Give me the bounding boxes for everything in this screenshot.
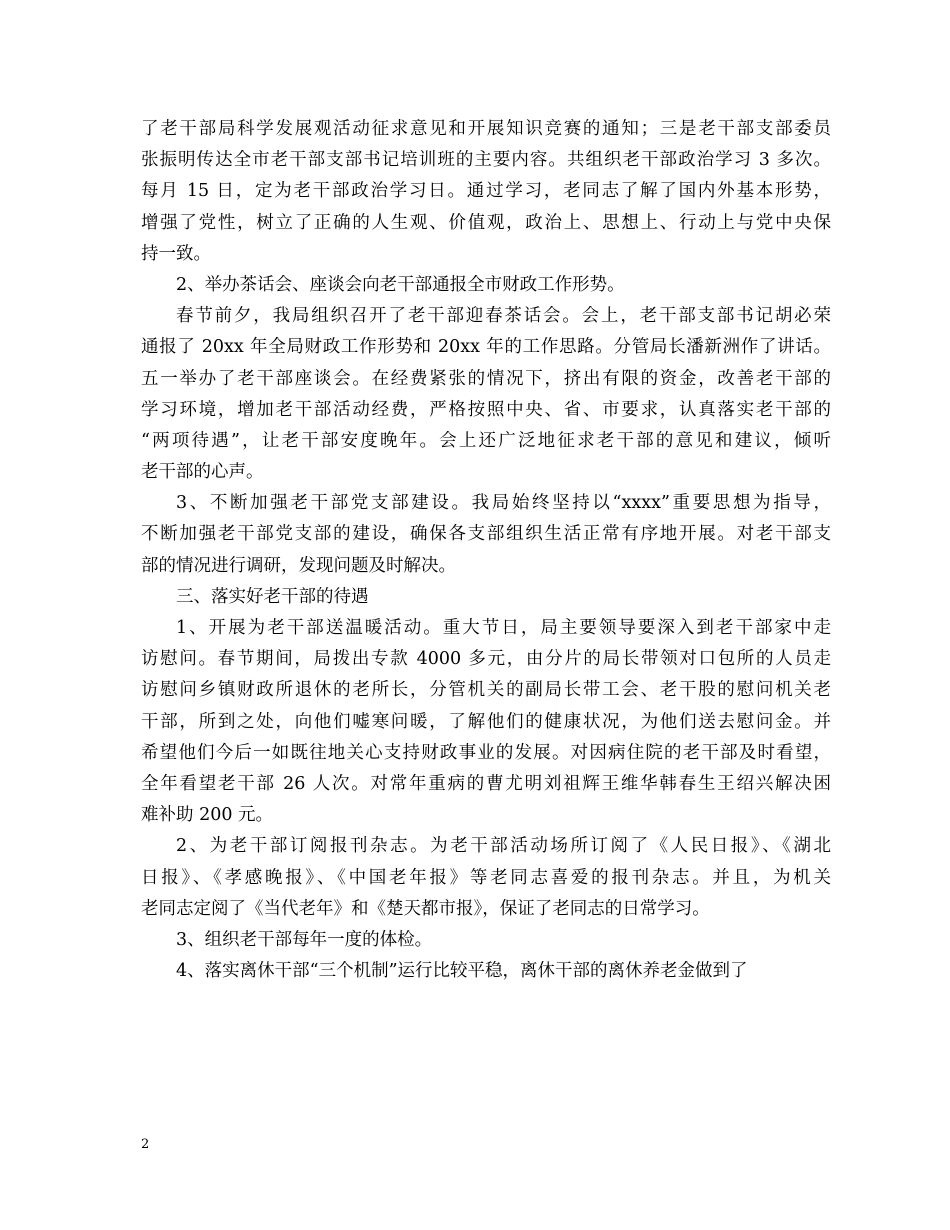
text-line: 全年看望老干部 26 人次。对常年重病的曹尤明刘祖辉王维华韩春生王绍兴解决困 xyxy=(141,773,831,794)
text-line: 3、不断加强老干部党支部建设。我局始终坚持以“xxxx”重要思想为指导， xyxy=(176,493,831,514)
text-line: 访慰问乡镇财政所退休的老所长，分管机关的副局长带工会、老干股的慰问机关老 xyxy=(141,680,831,701)
document-body xyxy=(141,114,831,987)
page-number: 2 xyxy=(141,1137,150,1152)
text-line: 2、为老干部订阅报刊杂志。为老干部活动场所订阅了《人民日报》、《湖北 xyxy=(176,836,831,857)
text-line: 春节前夕，我局组织召开了老干部迎春茶话会。会上，老干部支部书记胡必荣 xyxy=(176,306,831,327)
section-heading: 三、落实好老干部的待遇 xyxy=(176,586,369,607)
text-line: 老同志定阅了《当代老年》和《楚天都市报》，保证了老同志的日常学习。 xyxy=(141,898,710,919)
text-line: 五一举办了老干部座谈会。在经费紧张的情况下，挤出有限的资金，改善老干部的 xyxy=(141,368,831,389)
text-line: 难补助 200 元。 xyxy=(141,805,274,826)
text-line: 4、落实离休干部“三个机制”运行比较平稳，离休干部的离休养老金做到了 xyxy=(176,961,748,982)
text-line: 学习环境，增加老干部活动经费，严格按照中央、省、市要求，认真落实老干部的 xyxy=(141,399,831,420)
text-line: 通报了 20xx 年全局财政工作形势和 20xx 年的工作思路。分管局长潘新洲作了讲话。 xyxy=(141,337,831,358)
text-line: 增强了党性，树立了正确的人生观、价值观，政治上、思想上、行动上与党中央保 xyxy=(141,212,831,233)
text-line: 访慰问。春节期间，局拨出专款 4000 多元，由分片的局长带领对口包所的人员走 xyxy=(141,649,831,670)
text-line: “两项待遇”，让老干部安度晚年。会上还广泛地征求老干部的意见和建议，倾听 xyxy=(141,430,831,451)
text-line: 干部，所到之处，向他们嘘寒问暖，了解他们的健康状况，为他们送去慰问金。并 xyxy=(141,711,831,732)
text-line: 日报》、《孝感晚报》、《中国老年报》等老同志喜爱的报刊杂志。并且，为机关 xyxy=(141,867,831,888)
text-line: 部的情况进行调研，发现问题及时解决。 xyxy=(141,555,456,576)
text-line: 每月 15 日，定为老干部政治学习日。通过学习，老同志了解了国内外基本形势， xyxy=(141,181,831,202)
text-line: 2、举办茶话会、座谈会向老干部通报全市财政工作形势。 xyxy=(176,274,625,295)
text-line: 老干部的心声。 xyxy=(141,462,264,483)
text-line: 持一致。 xyxy=(141,243,211,264)
text-line: 张振明传达全市老干部支部书记培训班的主要内容。共组织老干部政治学习 3 多次。 xyxy=(141,150,831,171)
text-line: 希望他们今后一如既往地关心支持财政事业的发展。对因病住院的老干部及时看望， xyxy=(141,742,831,763)
text-line: 不断加强老干部党支部的建设，确保各支部组织生活正常有序地开展。对老干部支 xyxy=(141,524,831,545)
text-line: 1、开展为老干部送温暖活动。重大节日，局主要领导要深入到老干部家中走 xyxy=(176,618,831,638)
text-line: 3、组织老干部每年一度的体检。 xyxy=(176,929,433,950)
text-line: 了老干部局科学发展观活动征求意见和开展知识竞赛的通知；三是老干部支部委员 xyxy=(141,119,831,139)
